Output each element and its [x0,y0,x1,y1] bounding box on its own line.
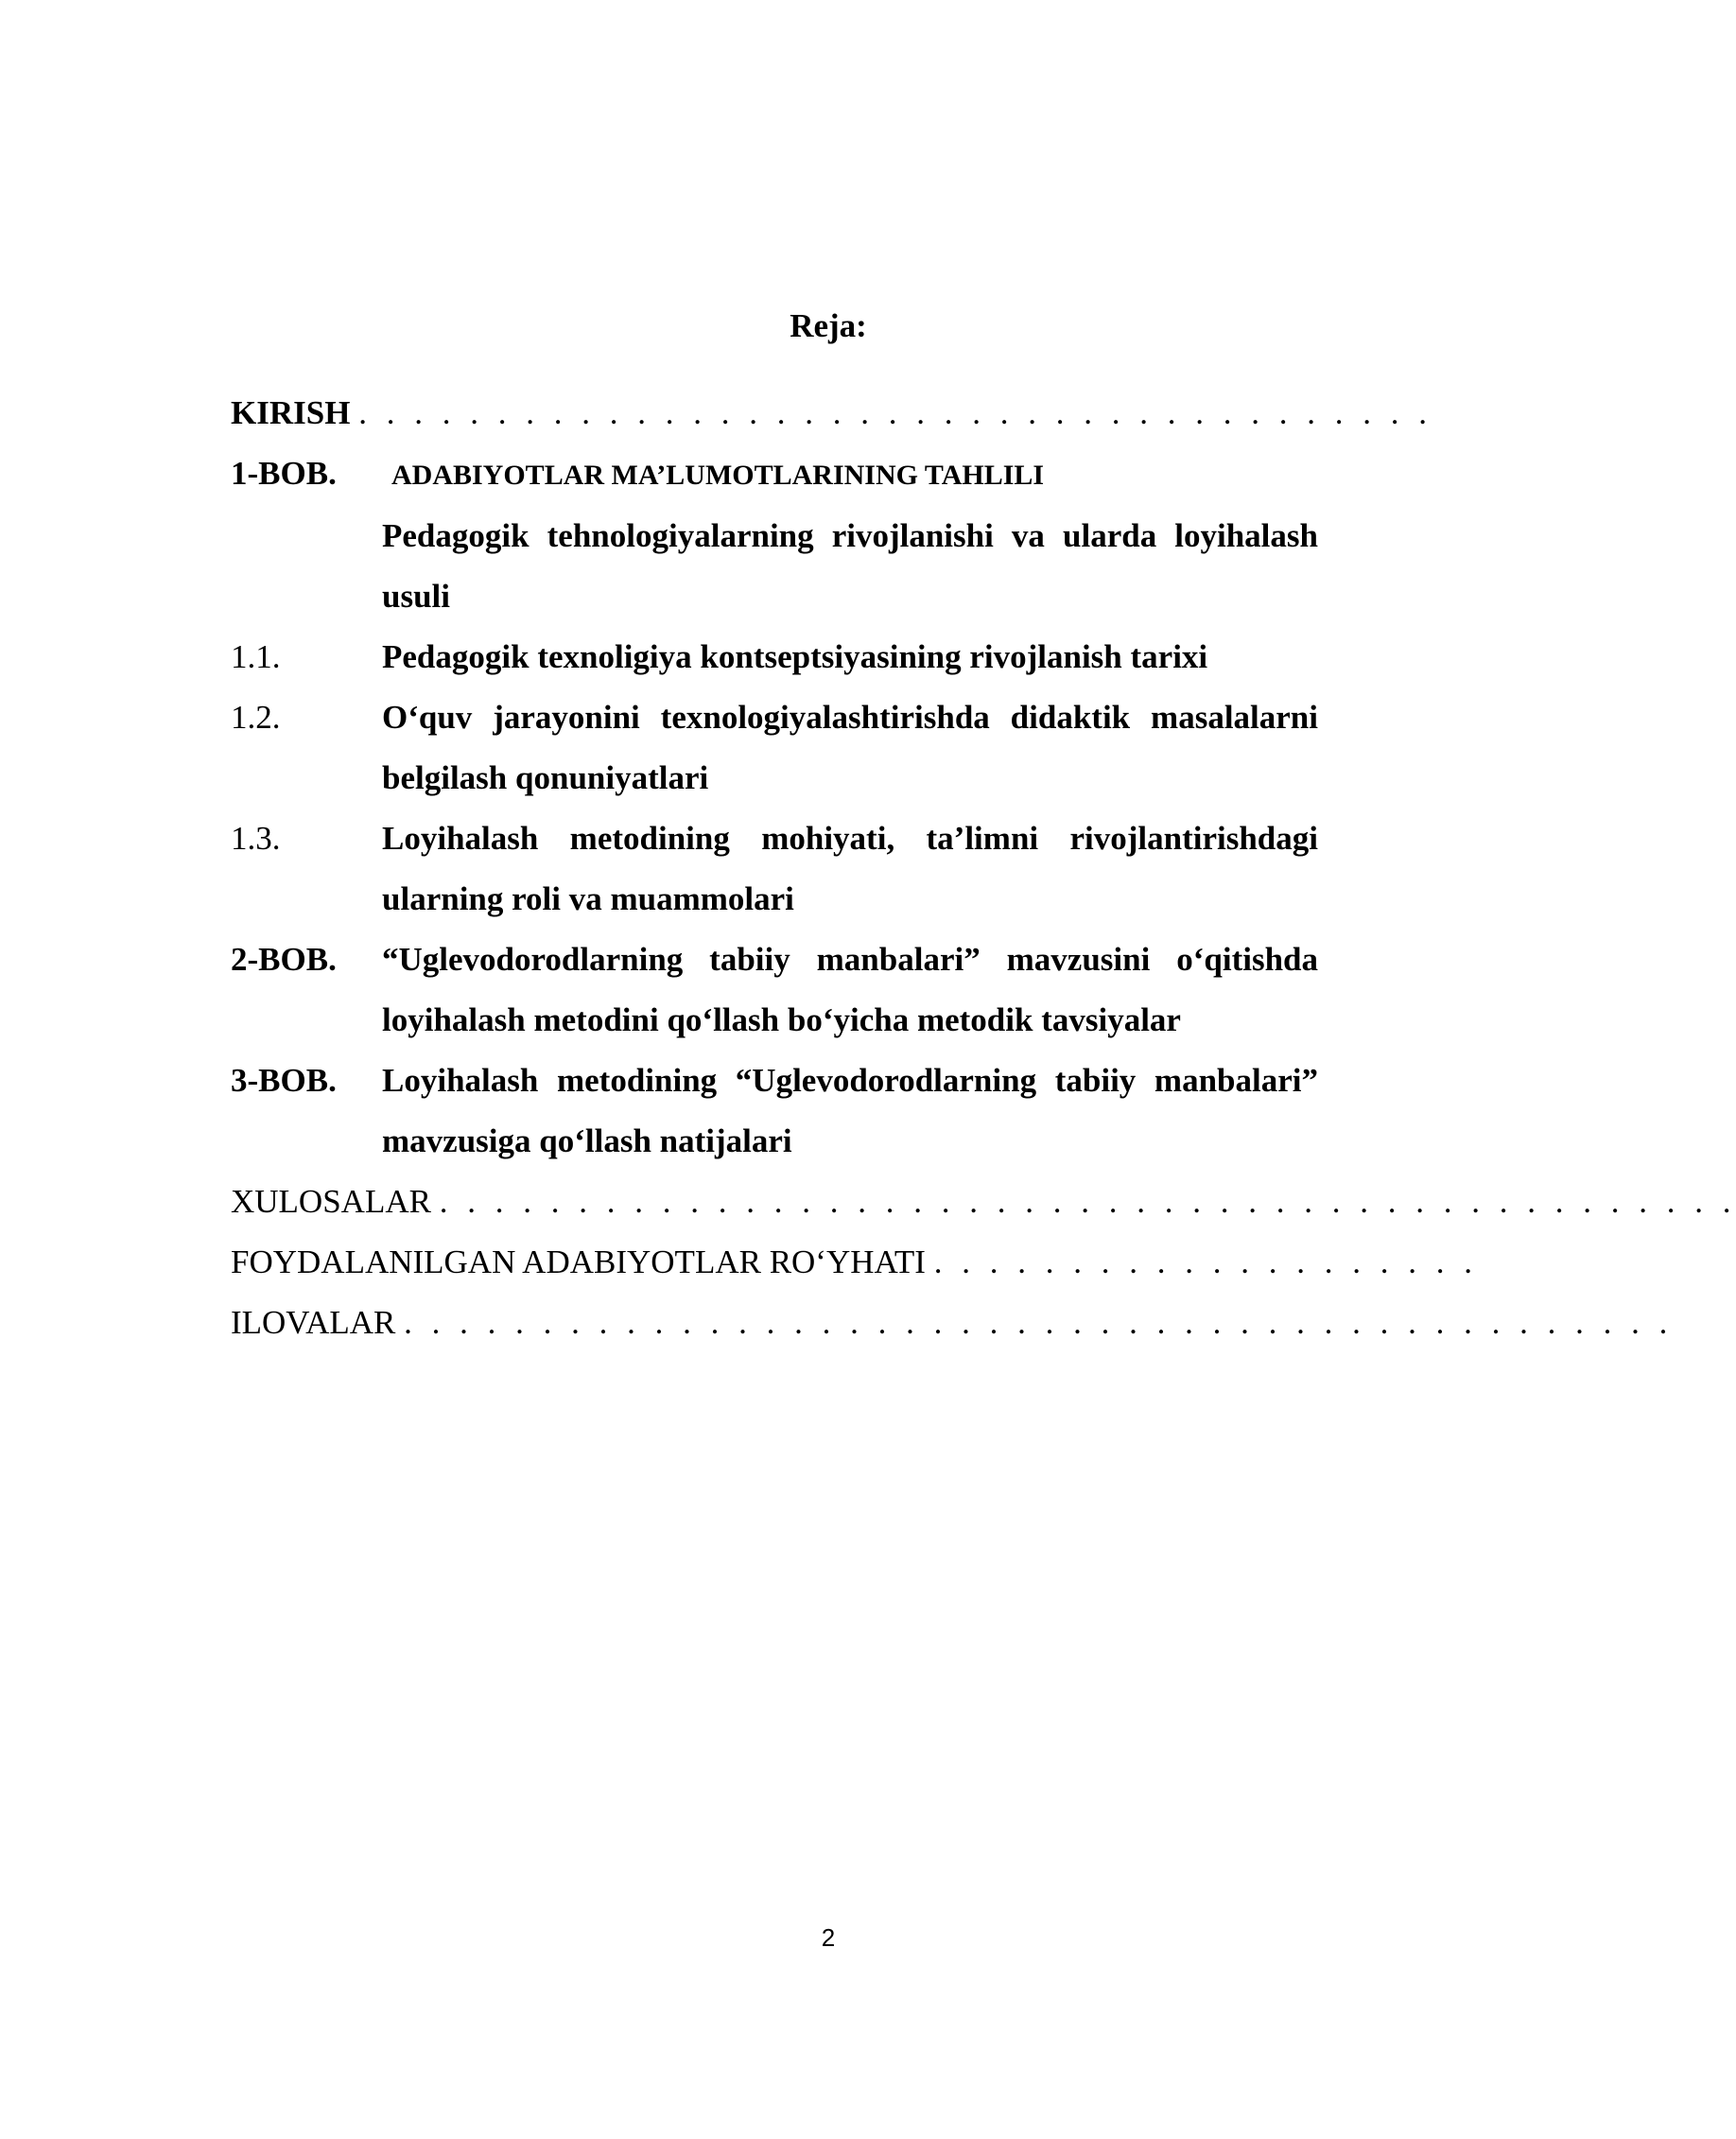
toc-label: KIRISH [231,394,351,431]
toc-chapter-1-subtitle [231,506,1318,627]
table-of-contents [231,383,1736,1353]
section-text: Pedagogik texnoligiya kontseptsiyasining rivojlanish tarixi [382,638,1208,675]
toc-label: XULOSALAR [231,1183,431,1220]
toc-section-1-3 [231,809,1318,930]
page-title: Reja: [790,307,867,344]
chapter-heading: ADABIYOTLAR MA’LUMOTLARINING TAHLILI [391,460,1045,491]
chapter-text: Loyihalash metodining “Uglevodorodlarning tabiiy manbalari” mavzusiga qo‘llash natijalari [382,1062,1318,1159]
toc-entry-kirish [231,383,1432,443]
chapter-text: “Uglevodorodlarning tabiiy manbalari” mavzusini o‘qitishda loyihalash metodini qo‘llash bo‘yicha metodik tavsiyalar [382,941,1318,1038]
toc-label: ILOVALAR [231,1304,396,1341]
toc-leader: . . . . . . . . . . . . . . . . . . . . . . . . . . . . . . . . . . . . . . . [358,394,1432,431]
toc-section-1-2 [231,687,1318,809]
section-number: 1.3. [231,820,281,857]
toc-chapter-1-heading [231,443,1318,506]
chapter-number: 1-BOB. [231,455,337,492]
toc-chapter-3 [231,1051,1318,1172]
toc-leader: . . . . . . . . . . . . . . . . . . . . . . . . . . . . . . . . . . . . . . . . . . . . . . [404,1304,1674,1341]
section-text: O‘quv jarayonini texnologiyalashtirishda didaktik masalalarni belgilash qonuniyatlari [382,699,1318,796]
chapter-subtitle: Pedagogik tehnologiyalarning rivojlanishi va ularda loyihalash usuli [382,517,1318,615]
page-number: 2 [821,1923,836,1952]
section-text: Loyihalash metodining mohiyati, ta’limni rivojlantirishdagi ularning roli va muammolari [382,820,1318,917]
section-number: 1.2. [231,699,281,736]
chapter-number: 2-BOB. [231,941,337,978]
toc-entry-xulosalar [231,1172,1736,1232]
toc-leader: . . . . . . . . . . . . . . . . . . . . . . . . . . . . . . . . . . . . . . . . . . . . . . . [439,1183,1736,1220]
section-number: 1.1. [231,638,281,675]
toc-section-1-1 [231,627,1318,687]
toc-entry-ilovalar [231,1293,1674,1353]
chapter-number: 3-BOB. [231,1062,337,1099]
toc-label: FOYDALANILGAN ADABIYOTLAR RO‘YHATI [231,1243,926,1280]
toc-chapter-2 [231,930,1318,1051]
toc-leader: . . . . . . . . . . . . . . . . . . . . [933,1243,1478,1280]
toc-entry-foydalanilgan-adabiyotlar [231,1232,1478,1293]
